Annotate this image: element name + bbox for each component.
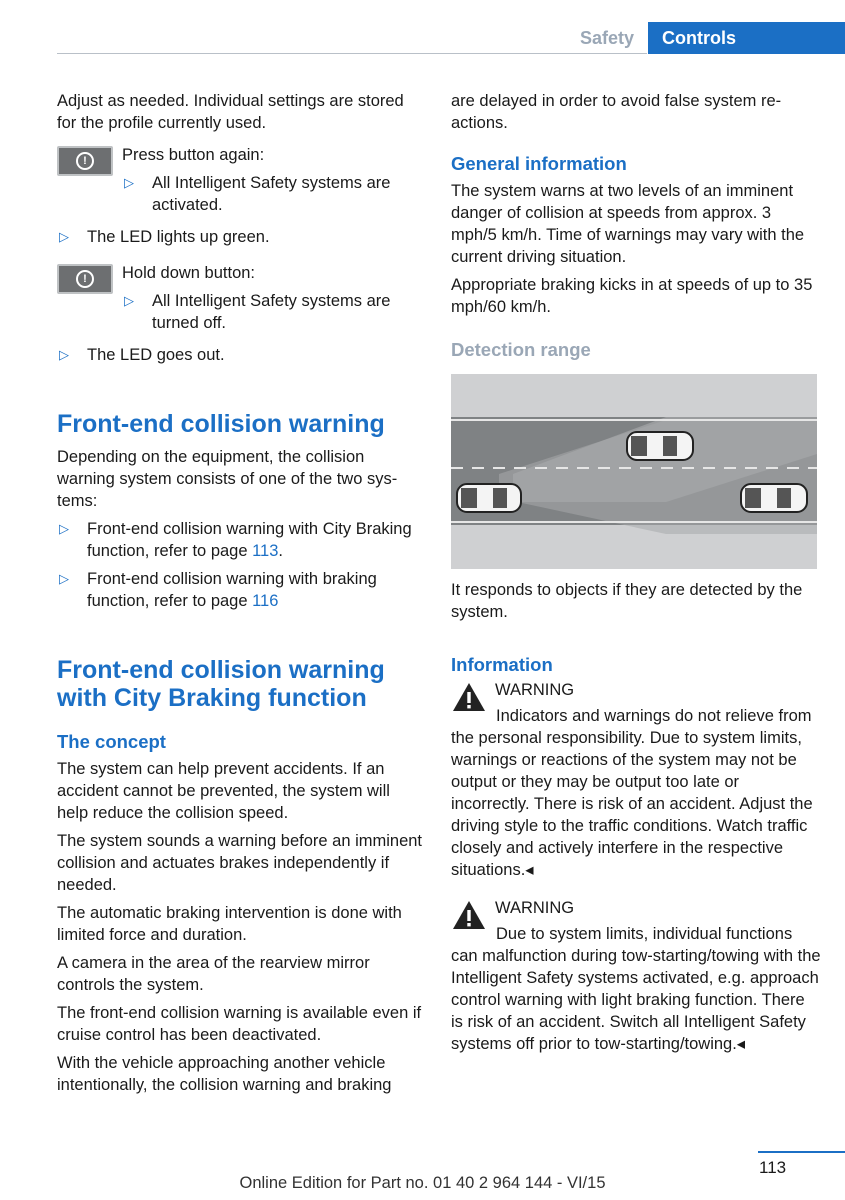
concept-p1: The system can help prevent accidents. If an accident cannot be prevented, the system will help reduce the collision speed. — [57, 760, 390, 822]
car-ahead-same-lane — [741, 484, 807, 512]
warning-triangle-icon — [451, 899, 487, 931]
car-ahead-left-lane — [627, 432, 693, 460]
list-item: ▷ The LED goes out. — [59, 346, 225, 364]
triangle-right-icon: ▷ — [59, 521, 69, 536]
list-item: ▷ The LED lights up green. — [59, 228, 270, 246]
section1-body: Depending on the equipment, the collision warning system consists of one of the two systems: — [57, 448, 398, 510]
list-item: ▷ Front-end collision warning with City Braking function, refer to page 113. — [59, 520, 412, 560]
subsection-title-information: Information — [451, 654, 553, 675]
triangle-right-icon: ▷ — [124, 293, 134, 308]
footer-edition: Online Edition for Part no. 01 40 2 964 144 - VI/15 — [239, 1174, 606, 1192]
header-rule — [57, 53, 647, 54]
footer-rule — [758, 1151, 845, 1153]
triangle-right-icon: ▷ — [59, 571, 69, 586]
section-title-front-end-collision-warning: Front-end collision warning — [57, 410, 385, 438]
concept-p4: A camera in the area of the rearview mirror controls the system. — [57, 954, 370, 994]
header-tab-controls: Controls — [648, 22, 845, 54]
left-column — [57, 90, 425, 1102]
general-p2: Appropriate braking kicks in at speeds of up to 35 mph/60 km/h. — [451, 276, 813, 316]
continued-text: are delayed in order to avoid false system reactions. — [451, 92, 782, 132]
header-tab-safety: Safety — [579, 28, 634, 48]
press-again-label: Press button again: — [122, 146, 265, 164]
list-item: ▷ Front-end collision warning with braking function, refer to page 116 — [59, 570, 377, 610]
road-diagram — [451, 374, 817, 569]
detection-caption: It responds to objects if they are detected by the system. — [451, 581, 803, 621]
concept-p5: The front-end collision warning is available even if cruise control has been deactivated. — [57, 1004, 422, 1044]
section-title-city-braking: Front-end collision warning with City Braking function — [57, 656, 385, 712]
right-column — [451, 90, 821, 1061]
concept-p3: The automatic braking intervention is done with limited force and duration. — [57, 904, 402, 944]
car-ego — [457, 484, 521, 512]
list-item: ▷ All Intelligent Safety systems are turned off. — [124, 292, 391, 332]
warning-block-1 — [451, 679, 821, 881]
list-item: ▷ All Intelligent Safety systems are activated. — [124, 174, 391, 214]
subsection-title-general-information: General information — [451, 153, 627, 174]
hold-down-label: Hold down button: — [122, 264, 256, 282]
warning-triangle-icon — [451, 681, 487, 713]
warning-label: WARNING — [495, 899, 575, 917]
page-reference-link[interactable]: 116 — [252, 592, 279, 610]
subsection-title-concept: The concept — [57, 731, 166, 752]
concept-p6: With the vehicle approaching another vehicle intentionally, the collision warning and braking — [57, 1054, 392, 1094]
concept-p2: The system sounds a warning before an imminent collision and actuates brakes independently if needed. — [57, 832, 423, 894]
hold-down-block — [57, 262, 425, 340]
page-number: 113 — [759, 1158, 787, 1177]
triangle-right-icon: ▷ — [59, 347, 69, 362]
detection-range-illustration — [451, 374, 817, 569]
press-again-block — [57, 144, 425, 222]
page-reference-link[interactable]: 113 — [252, 542, 279, 560]
warning-label: WARNING — [495, 681, 575, 699]
intelligent-safety-button-icon: ! — [57, 146, 113, 176]
intelligent-safety-button-icon: ! — [57, 264, 113, 294]
triangle-right-icon: ▷ — [124, 175, 134, 190]
warning-text-2: Due to system limits, individual functions can malfunction during tow-starting/towing with the Intelligent Safety systems activated, e.g. approach control warning with light braking function. There is risk of an accident. Switch all Intelligent Safety systems off prior to tow-starting/towing.◂ — [451, 925, 821, 1053]
warning-text-1: Indicators and warnings do not relieve from the personal responsibility. Due to system limits, warnings or reactions of the system may not be output or they may be output too late or incorrectly. There is risk of an accident. Adjust the driving style to the traffic conditions. Watch traffic closely and actively interfere in the respective situations.◂ — [451, 707, 813, 879]
general-p1: The system warns at two levels of an imminent danger of collision at speeds from approx. 3 mph/5 km/h. Time of warnings may vary with the current driving situation. — [451, 182, 805, 266]
subsection-title-detection-range: Detection range — [451, 339, 591, 360]
triangle-right-icon: ▷ — [59, 229, 69, 244]
warning-block-2 — [451, 897, 821, 1055]
intro-text: Adjust as needed. Individual settings are stored for the profile currently used. — [57, 92, 404, 132]
